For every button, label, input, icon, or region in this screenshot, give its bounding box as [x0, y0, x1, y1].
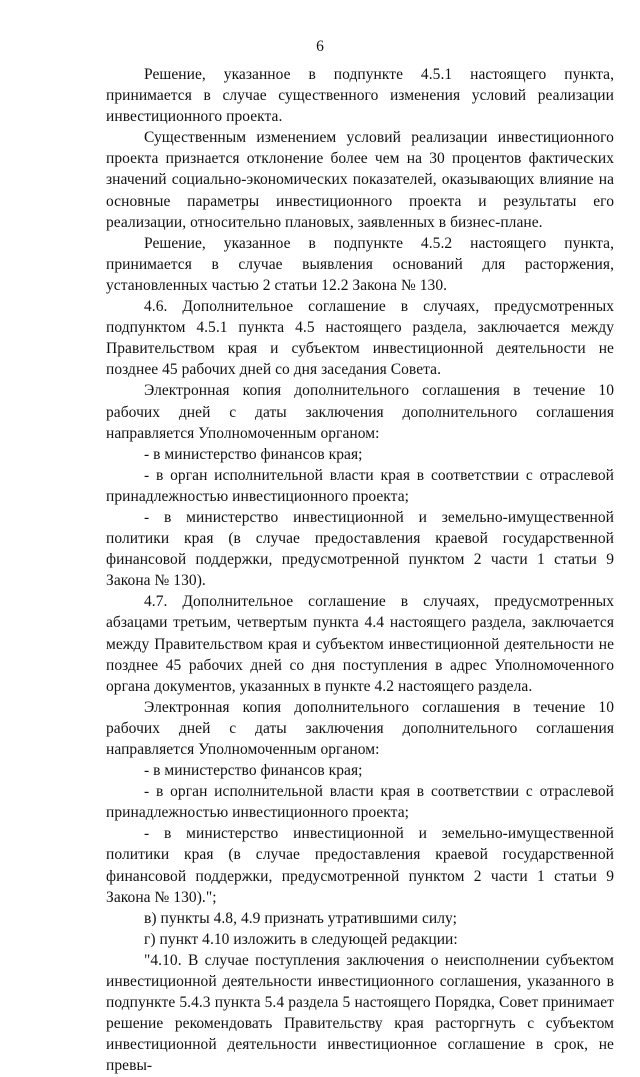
list-item: в) пункты 4.8, 4.9 признать утратившими силу; — [144, 909, 457, 927]
paragraph: Решение, указанное в подпункте 4.5.2 настоящего пункта, принимается в случае выявления оснований для расторжения, установленных частью 2 статьи 12.2 Закона № 130. — [106, 234, 614, 294]
document-body — [106, 64, 614, 1077]
page-number: 6 — [316, 38, 324, 55]
paragraph: Решение, указанное в подпункте 4.5.1 настоящего пункта, принимается в случае существенного изменения условий реализации инвестиционного проекта. — [106, 66, 614, 126]
paragraph: Существенным изменением условий реализации инвестиционного проекта признается отклонение более чем на 30 процентов фактических значений социально-экономических показателей, оказывающих влияние на основные параметры инвестиционного проекта и результаты его реализации, относительно плановых, заявленных в бизнес-плане. — [106, 129, 614, 231]
list-item: - в орган исполнительной власти края в соответствии с отраслевой принадлежностью инвестиционного проекта; — [106, 466, 614, 505]
paragraph: 4.7. Дополнительное соглашение в случаях, предусмотренных абзацами третьим, четвертым пункта 4.4 настоящего раздела, заключается между Правительством края и субъектом инвестиционной деятельности не позднее 45 рабочих дней со дня поступления в адрес Уполномоченного органа документов, указанных в пункте 4.2 настоящего раздела. — [106, 593, 614, 695]
list-item: - в министерство инвестиционной и земельно-имущественной политики края (в случае предоставления краевой государственной финансовой поддержки, предусмотренной пунктом 2 части 1 статьи 9 Закона № 130). — [106, 508, 614, 590]
paragraph: "4.10. В случае поступления заключения о неисполнении субъектом инвестиционной деятельности инвестиционного соглашения, указанного в подпункте 5.4.3 пункта 5.4 раздела 5 настоящего Порядка, Совет принимает решение рекомендовать Правительству края расторгнуть с субъектом инвестиционной деятельности инвестиционное соглашение в срок, не превы- — [106, 951, 614, 1075]
paragraph: Электронная копия дополнительного соглашения в течение 10 рабочих дней с даты заключения дополнительного соглашения направляется Уполномоченным органом: — [106, 698, 614, 758]
list-item: - в министерство финансов края; — [144, 762, 363, 780]
paragraph: Электронная копия дополнительного соглашения в течение 10 рабочих дней с даты заключения дополнительного соглашения направляется Уполномоченным органом: — [106, 382, 614, 442]
list-item: г) пункт 4.10 изложить в следующей редакции: — [144, 930, 458, 948]
paragraph: 4.6. Дополнительное соглашение в случаях, предусмотренных подпунктом 4.5.1 пункта 4.5 настоящего раздела, заключается между Правительством края и субъектом инвестиционной деятельности не позднее 45 рабочих дней со дня заседания Совета. — [106, 298, 614, 379]
list-item: - в министерство инвестиционной и земельно-имущественной политики края (в случае предоставления краевой государственной финансовой поддержки, предусмотренной пунктом 2 части 1 статьи 9 Закона № 130)."; — [106, 825, 614, 906]
list-item: - в орган исполнительной власти края в соответствии с отраслевой принадлежностью инвестиционного проекта; — [106, 783, 614, 822]
list-item: - в министерство финансов края; — [144, 445, 363, 463]
